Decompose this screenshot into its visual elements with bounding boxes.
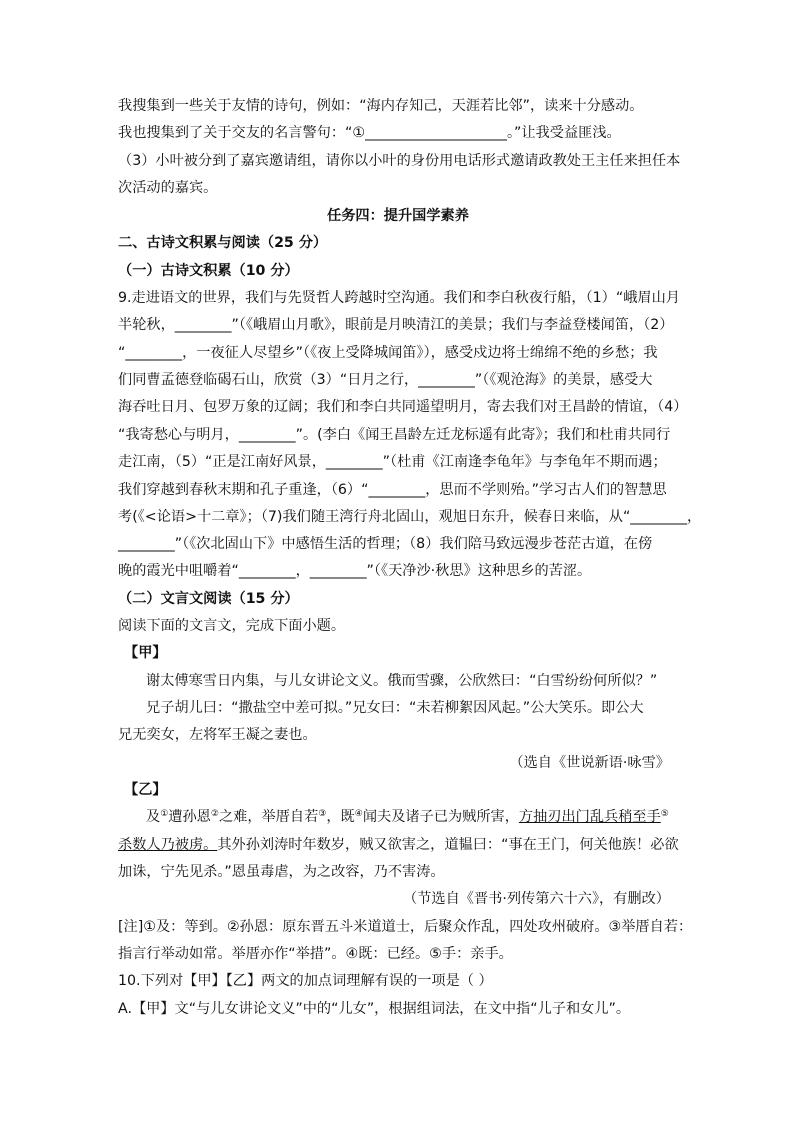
passage-text: ，既 xyxy=(326,809,355,825)
question-line: 海吞吐日月、包罗万象的辽阔；我们和李白共同遥望明月，寄去我们对王昌龄的情谊，（4） xyxy=(118,399,688,415)
underlined-sentence: 方抽刃出门乱兵稍至手 xyxy=(518,809,661,825)
passage-line xyxy=(118,836,678,854)
question-10: 10.下列对【甲】【乙】两文的加点词理解有误的一项是（ ） xyxy=(118,973,493,989)
section-title: 任务四：提升国学素养 xyxy=(327,208,469,224)
text-line: 我搜集到一些关于友情的诗句，例如：“海内存知己，天涯若比邻”，读来十分感动。 xyxy=(118,98,644,114)
subsection-heading: （二）文言文阅读（15 分） xyxy=(118,591,299,607)
passage-text: 之难，举厝自若 xyxy=(218,809,319,825)
footnote-mark: ⑤ xyxy=(660,809,669,819)
option-a: A.【甲】文“与儿女讲论文义”中的“儿女”，根据组词法，在文中指“儿子和女儿”。 xyxy=(118,1001,631,1017)
question-line: 半轮秋，________”（《峨眉山月歌》，眼前是月映清江的美景；我们与李益登楼闻笛，（2） xyxy=(118,317,674,333)
passage-line: 兄子胡儿曰：“撒盐空中差可拟。”兄女曰：“未若柳絮因风起。”公大笑乐。即公大 xyxy=(146,700,644,716)
footnote-mark: ① xyxy=(160,809,169,819)
text-line: 我也搜集到了关于交友的名言警句：“①____________________。”让我受益匪浅。 xyxy=(118,125,621,141)
question-line: 我们穿越到春秋末期和孔子重逢，（6）“________，思而不学则殆。”学习古人们的智慧思 xyxy=(118,482,667,498)
passage-line xyxy=(146,808,678,826)
passage-line: 谢太傅寒雪日内集，与儿女讲论文义。俄而雪骤，公欣然曰：“白雪纷纷何所似？” xyxy=(146,673,658,689)
passage-label-yi: 【乙】 xyxy=(124,782,167,798)
instruction: 阅读下面的文言文，完成下面小题。 xyxy=(118,618,346,634)
question-line: 们同曹孟德登临碣石山，欣赏（3）“日月之行，________”（《观沧海》的美景，感受大 xyxy=(118,372,653,388)
passage-source: （选自《世说新语·咏雪》 xyxy=(509,755,670,771)
question-line: “我寄愁心与明月，________”。(李白《闻王昌龄左迁龙标遥有此寄》；我们和杜甫共同行 xyxy=(118,427,671,443)
passage-text: 遭孙恩 xyxy=(168,809,211,825)
text-line: （3）小叶被分到了嘉宾邀请组，请你以小叶的身份用电话形式邀请政教处王主任来担任本 xyxy=(118,153,681,169)
passage-line: 兄无奕女，左将军王凝之妻也。 xyxy=(118,727,317,743)
footnote-mark: ② xyxy=(210,809,219,819)
note-line: 指言行举动如常。举厝亦作“举措”。④既：已经。⑤手：亲手。 xyxy=(118,946,513,962)
footnote-mark: ③ xyxy=(318,809,327,819)
underlined-sentence: 杀数人乃被虏。 xyxy=(118,837,218,853)
note-line: [注]①及：等到。②孙恩：原东晋五斗米道道士，后聚众作乱，四处攻州破府。③举厝自若： xyxy=(118,919,693,935)
passage-text: 闻夫及诸子已为贼所害， xyxy=(362,809,519,825)
subsection-heading: （一）古诗文积累（10 分） xyxy=(118,263,299,279)
question-line: 9.走进语文的世界，我们与先贤哲人跨越时空沟通。我们和李白秋夜行船，（1）“峨眉山月 xyxy=(118,290,680,306)
question-line: 走江南，（5）“正是江南好风景，________”（杜甫《江南逢李龟年》与李龟年不期而遇； xyxy=(118,454,667,470)
passage-label-jia: 【甲】 xyxy=(124,645,167,661)
question-line: 考(《<论语>十二章》；（7)我们随王湾行舟北固山，观旭日东升，候春日来临，从“________， xyxy=(118,509,702,525)
footnote-mark: ④ xyxy=(354,809,363,819)
passage-source: （节选自《晋书·列传第六十六》，有删改） xyxy=(403,891,670,907)
passage-line: 加诛，宁先见杀。”恩虽毒虐，为之改容，乃不害涛。 xyxy=(118,864,445,880)
passage-text: 及 xyxy=(146,809,161,825)
text-line: 次活动的嘉宾。 xyxy=(118,180,218,196)
question-line: “________，一夜征人尽望乡”（《夜上受降城闻笛》），感受戍边将士绵绵不绝的乡愁；我 xyxy=(118,345,658,361)
question-line: ________”（《次北固山下》中感悟生活的哲理；（8）我们陪马致远漫步苍茫古道，在傍 xyxy=(118,536,653,552)
section-heading: 二、古诗文积累与阅读（25 分） xyxy=(118,235,328,251)
passage-text: 其外孙刘涛时年数岁，贼又欲害之，道韫曰：“事在王门，何关他族！必欲 xyxy=(217,837,679,853)
question-line: 晚的霞光中咀嚼着“________，________”（《天净沙·秋思》这种思乡的苦涩。 xyxy=(118,563,592,579)
